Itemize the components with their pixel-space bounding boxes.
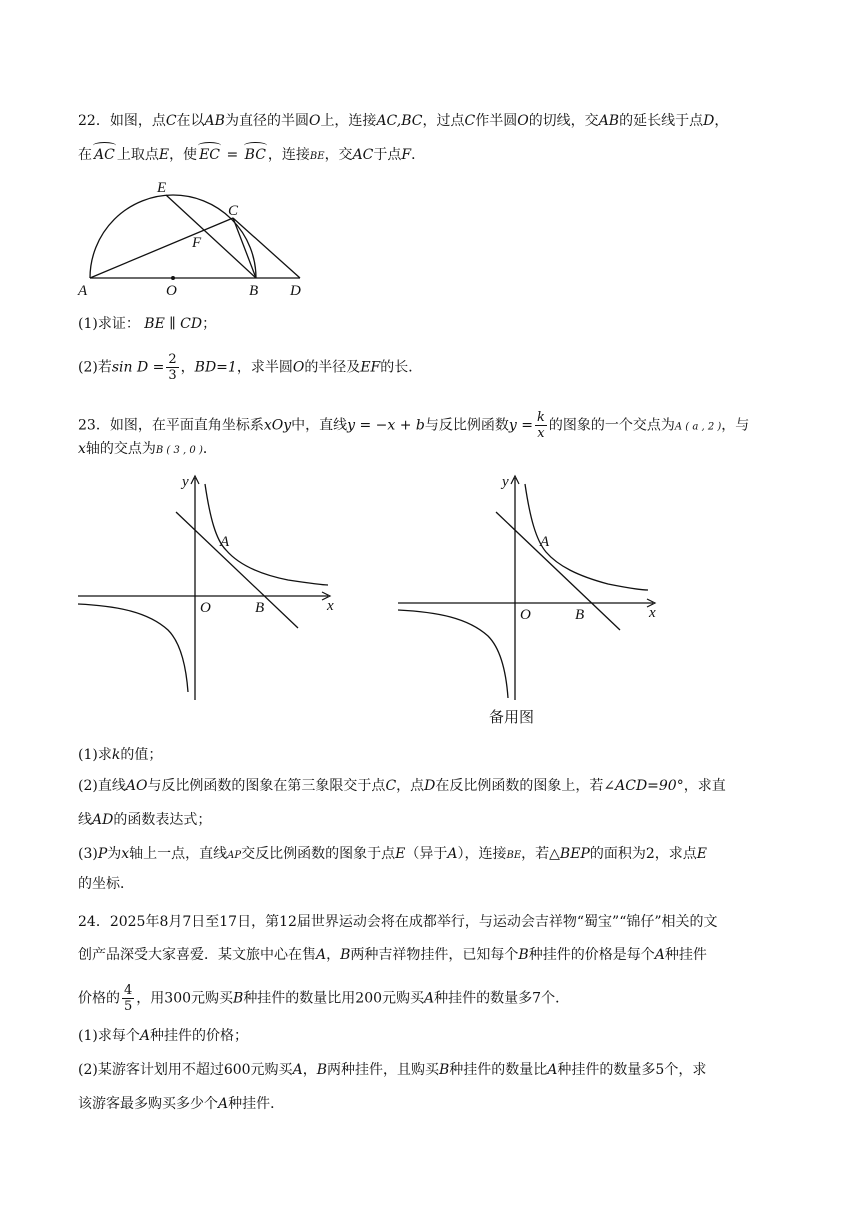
label-b: B <box>255 600 265 616</box>
fraction-k-x: $\frac{k}{x}$ <box>536 410 545 441</box>
fraction-2-3: $\frac{2}{3}$ <box>168 352 177 383</box>
arc-ac: AC <box>94 147 115 163</box>
label-c: C <box>228 203 239 219</box>
q24-line-1: 24．2025年8月7日至17日，第12届世界运动会将在成都举行，与运动会吉祥物“蜀宝”“锦仔”相关的文 <box>78 914 718 930</box>
label-o: O <box>520 607 531 623</box>
q23-line-2: x轴的交点为B ( 3 , 0 )． <box>78 441 217 457</box>
q23-part-2-line-2: 线AD的函数表达式； <box>78 812 212 828</box>
arc-bc: BC <box>244 147 266 163</box>
hyperbola-q3 <box>78 604 188 692</box>
q23-part-3-line-2: 的坐标． <box>78 876 134 892</box>
q23-line-1: 23．如图，在平面直角坐标系xOy中，直线y = −x + b与反比例函数y = $\frac{k}{x}$ 的图象的一个交点为A ( a , 2 )，与 <box>78 410 750 441</box>
q24-part-2-line-2: 该游客最多购买多少个A种挂件． <box>78 1096 285 1112</box>
label-b: B <box>575 607 585 623</box>
q23-figure-main <box>78 470 348 702</box>
segment-bc <box>233 218 256 278</box>
label-y: y <box>502 474 509 490</box>
q24-part-1: (1)求每个A种挂件的价格； <box>78 1028 248 1044</box>
label-a: A <box>540 534 550 550</box>
hyperbola-q3 <box>398 610 508 698</box>
q22-part-1: (1)求证： BE ∥ CD； <box>78 316 217 332</box>
q22-figure <box>70 178 320 300</box>
label-a: A <box>78 283 88 299</box>
q22-line-2: 在 AC 上取点E，使 EC = BC ，连接BE，交AC于点F． <box>78 147 426 163</box>
label-x: x <box>649 605 656 621</box>
segment-ac <box>90 218 233 278</box>
label-x: x <box>327 598 334 614</box>
q23-part-3-line-1: (3)P为x轴上一点，直线AP交反比例函数的图象于点E（异于A），连接BE，若△BEP的面积为2，求点E <box>78 846 707 862</box>
label-o: O <box>166 283 177 299</box>
line-y-neg-x-b <box>176 512 298 628</box>
label-o: O <box>200 600 211 616</box>
label-a: A <box>220 534 230 550</box>
q24-part-2-line-1: (2)某游客计划用不超过600元购买A，B两种挂件，且购买B种挂件的数量比A种挂件的数量多5个，求 <box>78 1062 707 1078</box>
label-b: B <box>249 283 259 299</box>
center-dot <box>171 276 175 280</box>
label-y: y <box>182 474 189 490</box>
q23-part-1: (1)求k的值； <box>78 747 163 763</box>
fraction-4-5: $\frac{4}{5}$ <box>124 983 133 1014</box>
label-f: F <box>192 235 202 251</box>
segment-be <box>166 195 256 278</box>
q24-line-2: 创产品深受大家喜爱．某文旅中心在售A，B两种吉祥物挂件，已知每个B种挂件的价格是每个A种挂件 <box>78 947 707 963</box>
q23-figure-spare <box>398 470 668 702</box>
label-e: E <box>157 180 167 196</box>
tangent-cd <box>233 218 300 278</box>
label-d: D <box>290 283 301 299</box>
q22-line-1: 22．如图，点C在以AB为直径的半圆O上，连接AC,BC，过点C作半圆O的切线，交AB的延长线于点D， <box>78 113 729 129</box>
spare-figure-caption: 备用图 <box>489 708 535 726</box>
arc-ec: EC <box>199 147 220 163</box>
q24-line-3: 价格的 $\frac{4}{5}$ ，用300元购买B种挂件的数量比用200元购买A种挂件的数量多7个． <box>78 983 570 1014</box>
q22-part-2: (2)若sin D = $\frac{2}{3}$ ，BD=1，求半圆O的半径及EF的长． <box>78 352 423 383</box>
q23-part-2-line-1: (2)直线AO与反比例函数的图象在第三象限交于点C，点D在反比例函数的图象上，若∠ACD=90°，求直 <box>78 778 726 794</box>
